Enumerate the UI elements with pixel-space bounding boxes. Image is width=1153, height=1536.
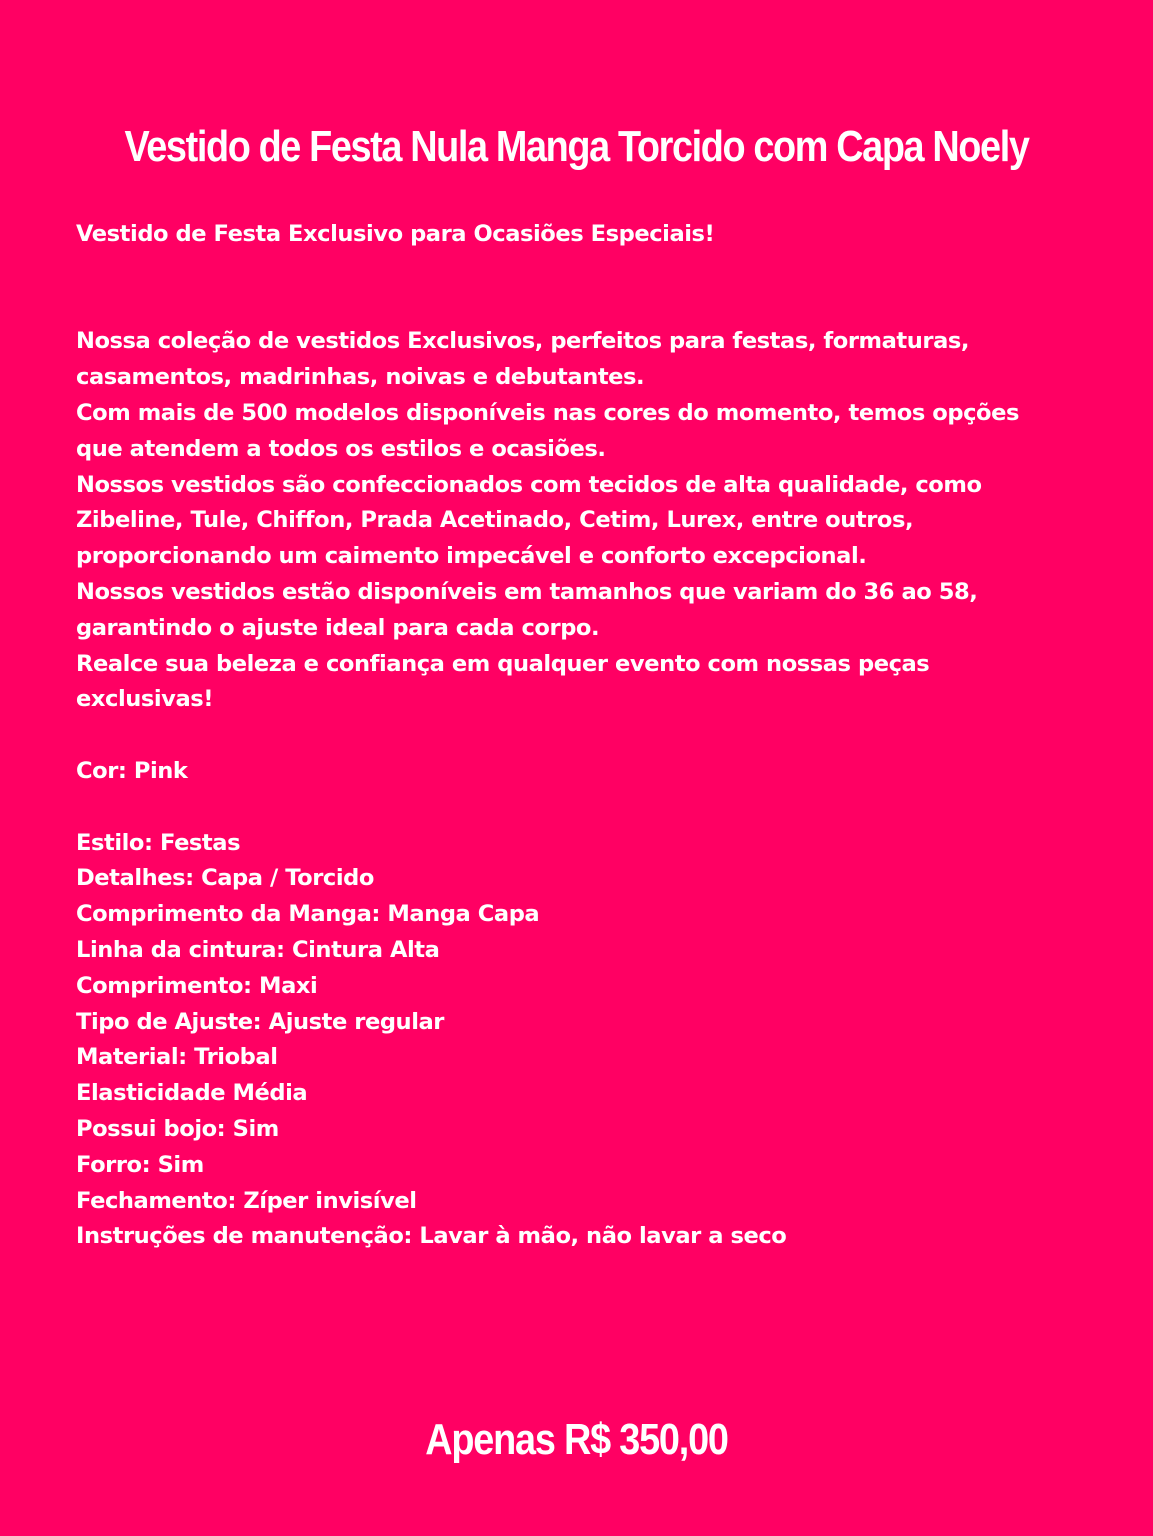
product-description-block bbox=[76, 217, 1076, 1255]
spec-item: Comprimento: Maxi bbox=[76, 972, 318, 999]
description-line: proporcionando um caimento impecável e conforto excepcional. bbox=[76, 543, 867, 570]
description-line: Nossos vestidos são confeccionados com tecidos de alta qualidade, como bbox=[76, 471, 982, 498]
description-line: Com mais de 500 modelos disponíveis nas cores do momento, temos opções bbox=[76, 399, 1019, 426]
headline: Vestido de Festa Exclusivo para Ocasiões Especiais! bbox=[76, 221, 715, 247]
spec-item: Elasticidade Média bbox=[76, 1080, 308, 1107]
spec-item: Material: Triobal bbox=[76, 1044, 278, 1071]
spec-item: Comprimento da Manga: Manga Capa bbox=[76, 901, 540, 928]
description-line: Nossos vestidos estão disponíveis em tamanhos que variam do 36 ao 58, bbox=[76, 578, 978, 605]
color-line: Cor: Pink bbox=[76, 757, 188, 784]
spacer bbox=[76, 790, 1076, 826]
price-label: Apenas R$ 350,00 bbox=[425, 1415, 728, 1464]
description-line: casamentos, madrinhas, noivas e debutantes. bbox=[76, 364, 645, 391]
description-line: garantindo o ajuste ideal para cada corpo. bbox=[76, 614, 600, 641]
spec-list bbox=[76, 826, 1076, 1256]
spec-item: Detalhes: Capa / Torcido bbox=[76, 865, 374, 892]
description-paragraph bbox=[76, 324, 1076, 718]
product-title: Vestido de Festa Nula Manga Torcido com Capa Noely bbox=[124, 122, 1029, 172]
description-line: exclusivas! bbox=[76, 686, 214, 713]
spacer bbox=[76, 253, 1076, 325]
spec-item: Fechamento: Zíper invisível bbox=[76, 1187, 417, 1214]
spec-item: Possui bojo: Sim bbox=[76, 1115, 279, 1142]
spec-item: Instruções de manutenção: Lavar à mão, não lavar a seco bbox=[76, 1223, 787, 1250]
description-line: Nossa coleção de vestidos Exclusivos, perfeitos para festas, formaturas, bbox=[76, 328, 970, 355]
spec-item: Linha da cintura: Cintura Alta bbox=[76, 936, 440, 963]
spec-item: Forro: Sim bbox=[76, 1151, 204, 1178]
description-line: que atendem a todos os estilos e ocasiões. bbox=[76, 435, 606, 462]
description-line: Realce sua beleza e confiança em qualquer evento com nossas peças bbox=[76, 650, 930, 677]
spacer bbox=[76, 718, 1076, 754]
description-line: Zibeline, Tule, Chiffon, Prada Acetinado, Cetim, Lurex, entre outros, bbox=[76, 507, 914, 534]
spec-item: Estilo: Festas bbox=[76, 829, 241, 856]
spec-item: Tipo de Ajuste: Ajuste regular bbox=[76, 1008, 444, 1035]
